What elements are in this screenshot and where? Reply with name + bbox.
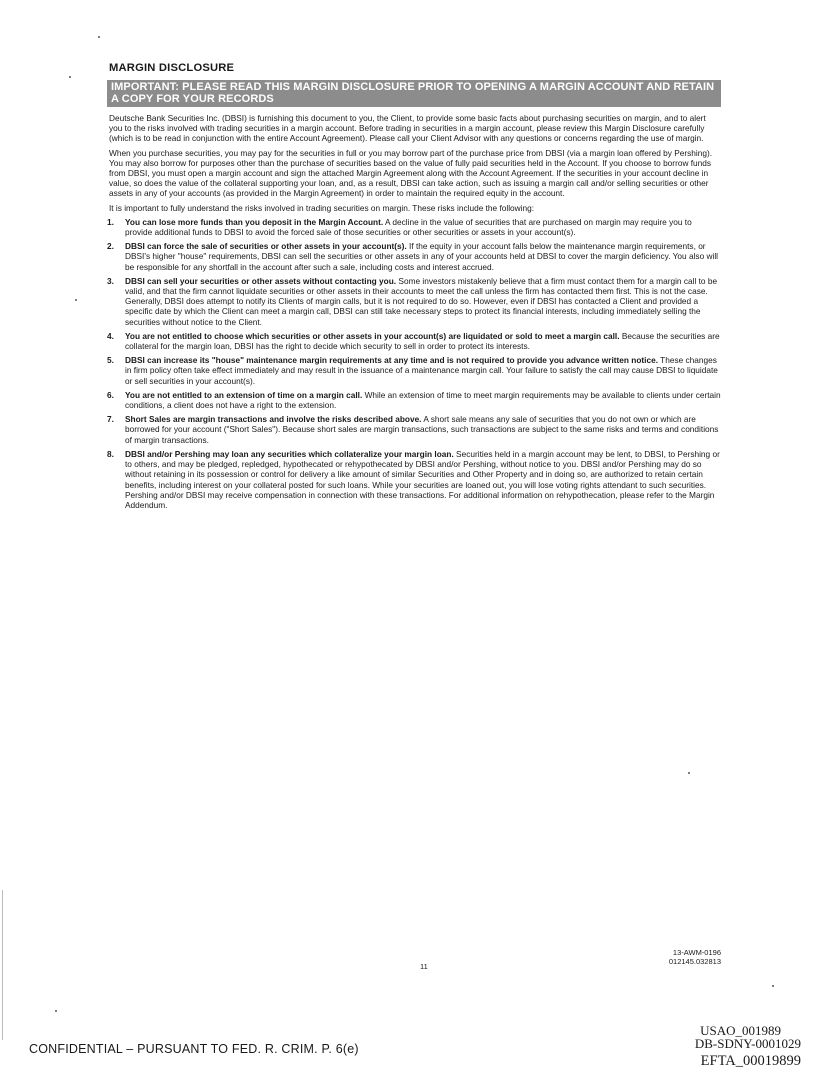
intro-paragraph: Deutsche Bank Securities Inc. (DBSI) is furnishing this document to you, the Client, to provide some basic facts about purchasing securities on margin, and to alert you to the risks involved with trading securities in a margin account. Before trading in securities in a margin account, please review this Margin Disclosure carefully (which is to be read in conjunction with the entire Account Agreement). Please call your Client Advisor with any questions or concerns regarding the use of margin. bbox=[109, 113, 706, 144]
risks-intro-paragraph: It is important to fully understand the risks involved in trading securities on margin. These risks include the following: bbox=[109, 202, 535, 213]
important-banner: IMPORTANT: PLEASE READ THIS MARGIN DISCLOSURE PRIOR TO OPENING A MARGIN ACCOUNT AND RETAIN A COPY FOR YOUR RECORDS bbox=[107, 80, 721, 107]
risk-list bbox=[107, 217, 721, 510]
form-code: 13-AWM-0196 bbox=[672, 948, 721, 957]
risk-heading: You are not entitled to an extension of time on a margin call. bbox=[125, 389, 363, 400]
page-number: 11 bbox=[420, 962, 428, 971]
risk-body: Because the securities are collateral for the margin loan, DBSI has the right to decide which security to sell in order to protect its interests. bbox=[125, 330, 720, 352]
risk-body: A decline in the value of securities that are purchased on margin may require you to provide additional funds to DBSI to avoid the forced sale of those securities or other securities or assets in your account(s). bbox=[125, 216, 692, 238]
risk-heading: DBSI can sell your securities or other assets without contacting you. bbox=[125, 275, 397, 286]
risk-number: 8. bbox=[107, 448, 114, 459]
risk-heading: Short Sales are margin transactions and involve the risks described above. bbox=[125, 414, 422, 425]
risk-number: 3. bbox=[107, 275, 114, 286]
form-date-code: 012145.032813 bbox=[668, 956, 721, 966]
risk-number: 2. bbox=[107, 241, 114, 252]
scan-speck bbox=[98, 36, 100, 38]
confidential-notice: CONFIDENTIAL – PURSUANT TO FED. R. CRIM. P. 6(e) bbox=[29, 1042, 359, 1056]
scan-speck bbox=[772, 985, 774, 987]
borrowing-paragraph: When you purchase securities, you may pay for the securities in full or you may borrow part of the purchase price from DBSI (via a margin loan offered by Pershing). You may also borrow for purposes other than the purchase of securities based on the value of fully paid securities held in the Account. If you choose to borrow funds from DBSI, you must open a margin account and sign the attached Margin Agreement along with the Account Agreement. If the securities in your account decline in value, so does the value of the collateral supporting your loan, and, as a result, DBSI can take action, such as issuing a margin call and/or selling securities or other assets in any of your accounts (as provided in the Margin Agreement) in order to maintain the required equity in the account. bbox=[109, 147, 713, 199]
risk-number: 7. bbox=[107, 414, 114, 425]
risk-item bbox=[107, 390, 721, 410]
risk-body: If the equity in your account falls below the maintenance margin requirements, or DBSI's higher "house" requirements, DBSI can sell the securities or other assets in any of your accounts held at DBSI to cover the margin deficiency. You also will be responsible for any shortfall in the account after such a sale, including costs and interest accrued. bbox=[125, 241, 719, 272]
disclosure-content bbox=[107, 62, 721, 514]
risk-heading: DBSI can increase its "house" maintenance margin requirements at any time and is not required to provide you advance written notice. bbox=[125, 355, 659, 366]
risk-item bbox=[107, 331, 721, 351]
bates-stamp-efta: EFTA_00019899 bbox=[700, 1053, 801, 1069]
risk-item bbox=[107, 449, 721, 510]
scan-speck bbox=[75, 299, 77, 301]
scan-edge-line bbox=[2, 890, 3, 1040]
scan-speck bbox=[55, 1010, 57, 1012]
scan-speck bbox=[688, 772, 690, 774]
risk-heading: You can lose more funds than you deposit in the Margin Account. bbox=[125, 216, 384, 227]
risk-body: Securities held in a margin account may be lent, to DBSI, to Pershing or to others, and may be pledged, repledged, hypothecated or rehypothecated by DBSI and/or Pershing, without notice to you. DBSI and/or Pershing may do so without retaining in its possession or control for delivery a like amount of similar Securities and Other Property and in doing so, are authorized to retain certain benefits, including interest on your collateral posted for such loans. While your securities are loaned out, you will lose voting rights attendant to such securities. Pershing and/or DBSI may receive compensation in connection with these transactions. For additional information on rehypothecation, please refer to the Margin Addendum. bbox=[125, 448, 720, 510]
risk-number: 4. bbox=[107, 330, 114, 341]
risk-heading: DBSI and/or Pershing may loan any securities which collateralize your margin loan. bbox=[125, 448, 454, 459]
scan-speck bbox=[69, 76, 71, 78]
risk-item bbox=[107, 241, 721, 272]
risk-heading: DBSI can force the sale of securities or other assets in your account(s). bbox=[125, 241, 407, 252]
risk-number: 1. bbox=[107, 216, 114, 227]
risk-item bbox=[107, 355, 721, 386]
risk-body: While an extension of time to meet margin requirements may be available to clients under certain conditions, a client does not have a right to the extension. bbox=[125, 389, 721, 411]
risk-item bbox=[107, 276, 721, 327]
bates-stamp-usao: USAO_001989 bbox=[700, 1023, 781, 1038]
risk-item bbox=[107, 414, 721, 445]
risk-number: 5. bbox=[107, 355, 114, 366]
bates-stamp-db: DB-SDNY-0001029 bbox=[694, 1036, 801, 1051]
risk-number: 6. bbox=[107, 389, 114, 400]
risk-body: A short sale means any sale of securities that you do not own or which are borrowed for your account ("Short Sales"). Because short sales are margin transactions, such transactions are subject to the same risks and terms and conditions of margin transactions. bbox=[125, 414, 719, 445]
form-reference bbox=[669, 949, 721, 966]
risk-body: These changes in firm policy often take effect immediately and may result in the issuance of a maintenance margin call. Your failure to satisfy the call may cause DBSI to liquidate or sell securities in your account(s). bbox=[125, 355, 718, 386]
risk-heading: You are not entitled to choose which securities or other assets in your account(s) are liquidated or sold to meet a margin call. bbox=[125, 330, 620, 341]
risk-body: Some investors mistakenly believe that a firm must contact them for a margin call to be valid, and that the firm cannot liquidate securities or other assets in their accounts to meet the call unless the firm has contacted them first. This is not the case. Generally, DBSI does attempt to notify its Clients of margin calls, but it is not required to do so. However, even if DBSI has contacted a Client and provided a specific date by which the Client can meet a margin call, DBSI can still take necessary steps to protect its financial interests, including immediately selling the securities without notice to the Client. bbox=[125, 275, 718, 327]
document-title: MARGIN DISCLOSURE bbox=[109, 62, 235, 74]
risk-item bbox=[107, 217, 721, 237]
bates-stamps bbox=[695, 1025, 801, 1072]
